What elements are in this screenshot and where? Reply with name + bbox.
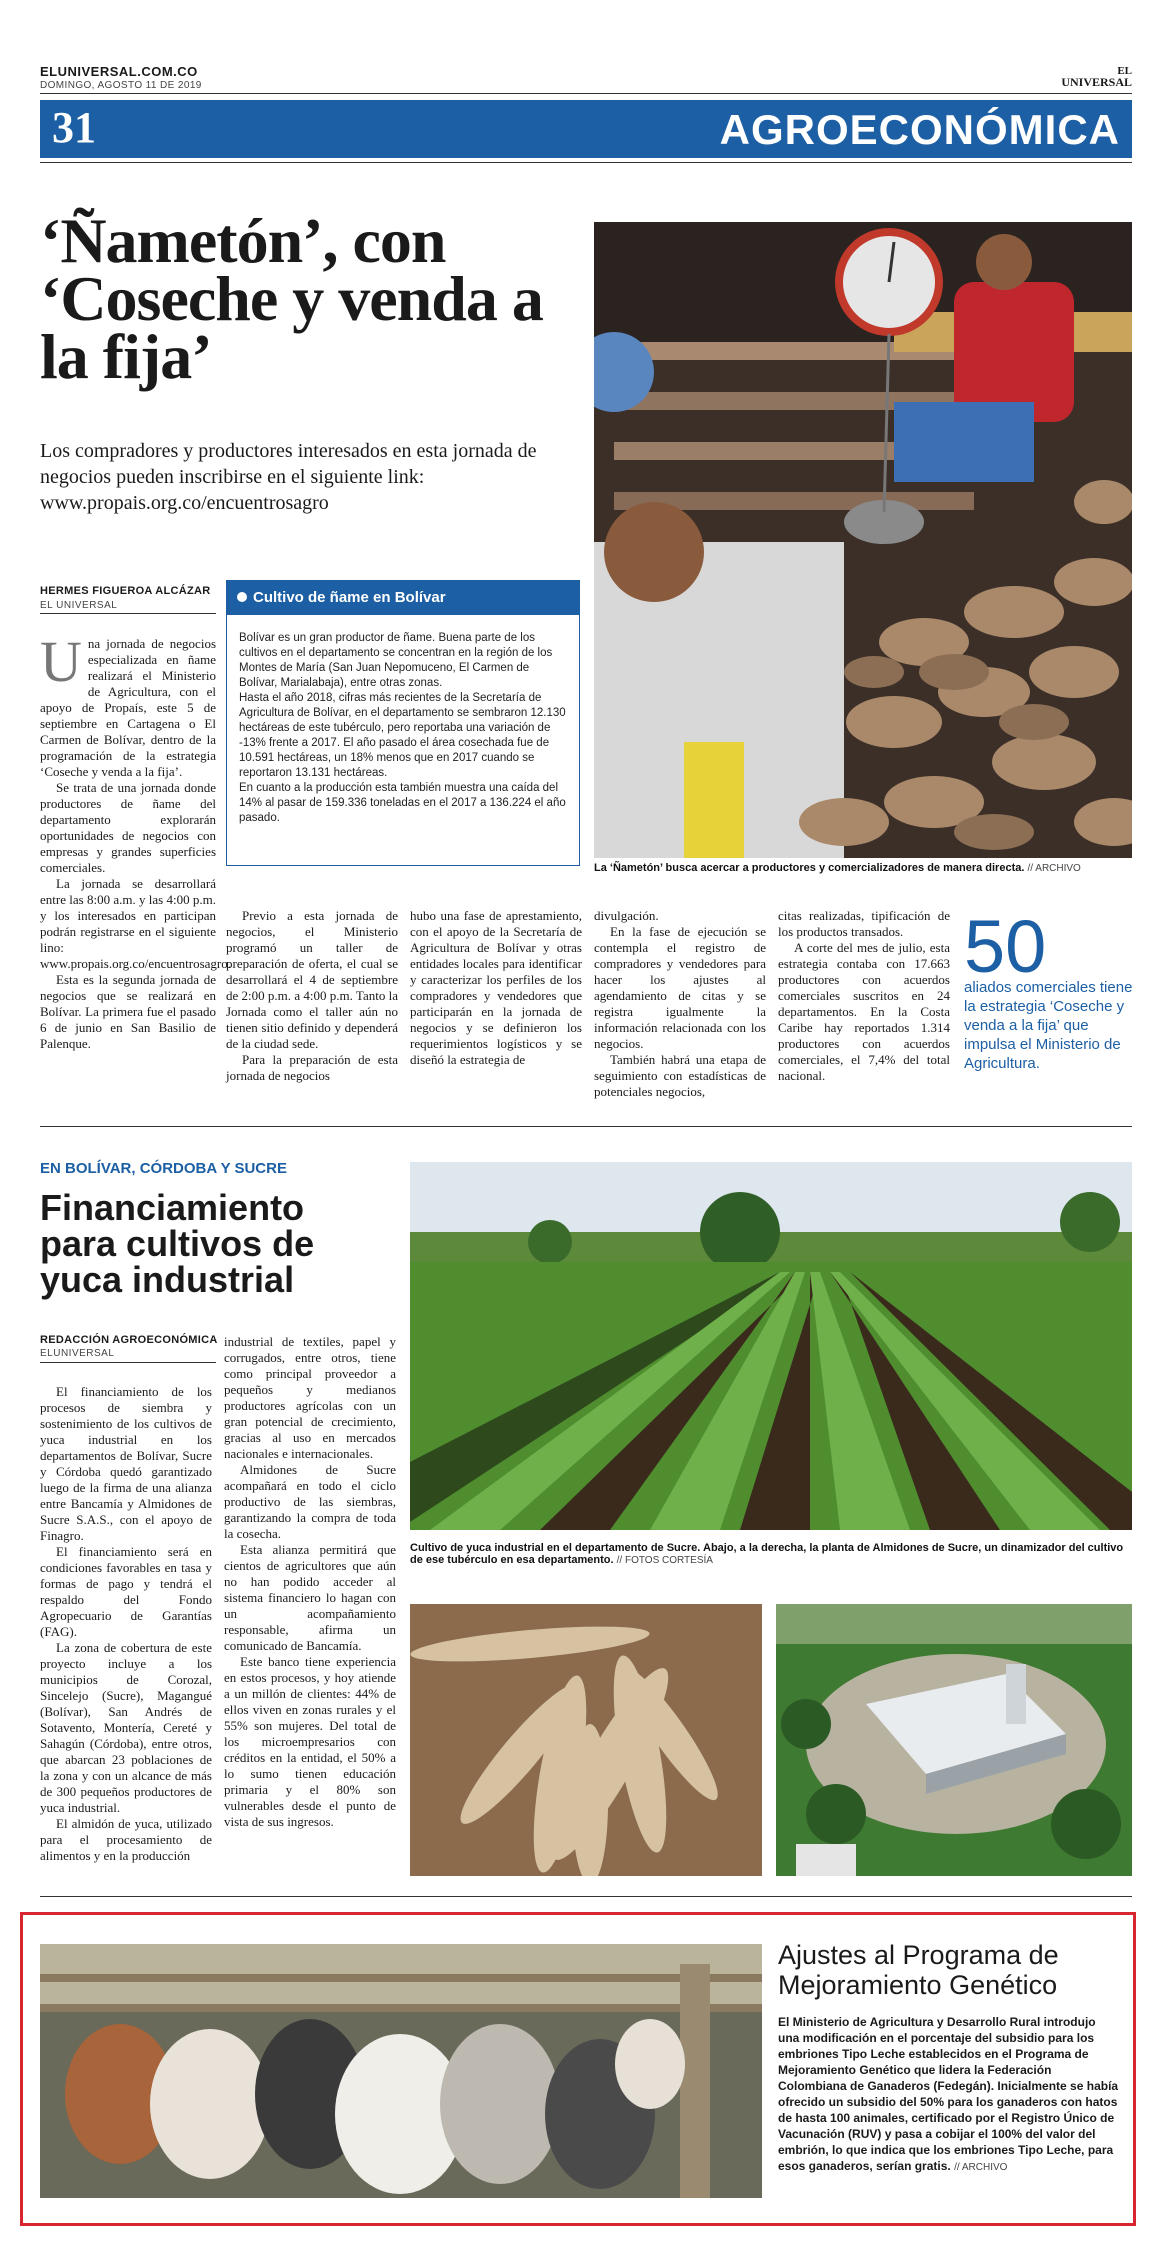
article1-column-2 — [226, 908, 398, 1084]
factbox-title — [227, 581, 579, 615]
cassava-field-photo — [410, 1162, 1132, 1530]
article2-column-2 — [224, 1334, 396, 1830]
logo-bottom: UNIVERSAL — [1061, 75, 1132, 89]
cattle-photo — [40, 1944, 762, 2198]
paragraph: También habrá una etapa de seguimiento con estadísticas de potenciales negocios, — [594, 1052, 766, 1099]
factbox-body — [227, 615, 579, 826]
article1-photo-caption — [594, 862, 1132, 874]
article1-column-4 — [594, 908, 766, 1100]
article2-headline: Financiamiento para cultivos de yuca industrial — [40, 1187, 315, 1300]
cassava-roots-photo — [410, 1604, 762, 1876]
site-name: ELUNIVERSAL.COM.CO — [40, 64, 198, 79]
paragraph: Esta alianza permitirá que cientos de agricultores que aún no han podido acceder al sistema financiero lo hagan con un acompañamiento responsable, afirma un comunicado de Bancamía. — [224, 1542, 396, 1653]
paragraph: La jornada se desarrollará entre las 8:00 a.m. y las 4:00 p.m. y los interesados en participan podrán registrarse en el siguiente lino: www.propais.org.co/encuentrosagro. — [40, 876, 231, 971]
paragraph: Previo a esta jornada de negocios, el Ministerio programó un taller de preparación de oferta, el cual se desarrollará el 4 de septiembre de 2:00 p.m. a 4:00 p.m. Tanto la Jornada como el taller aún no tienen sitio definido y dependerá de la ciudad sede. — [226, 908, 398, 1051]
paragraph: El financiamiento de los procesos de siembra y sostenimiento de los cultivos de yuca industrial en los departamentos de Bolívar, Sucre y Córdoba quedó garantizado luego de la firma de una alianza entre Bancamía y Almidones de Sucre S.A.S., con el apoyo de Finagro. — [40, 1384, 212, 1543]
brief-text: El Ministerio de Agricultura y Desarrollo Rural introdujo una modificación en el porcentaje del subsidio para los embriones Tipo Leche establecidos en el Programa de Mejoramiento Genético que lidera la Federación Colombiana de Ganaderos (Fedegán). Inicialmente se había ofrecido un subsidio del 50% para los ganaderos con hatos de hasta 100 animales, certificado por el Registro Único de Vacunación (RUV) y pasa a cobijar el 100% del valor del embrión, lo que indica que los embriones Tipo Leche, para esos ganaderos, serían gratis. — [778, 2015, 1119, 2173]
section-title: AGROECONÓMICA — [719, 106, 1120, 153]
paragraph: El financiamiento será en condiciones favorables en tasa y formas de pago y tendrá el respaldo del Fondo Agropecuario de Garantías (FAG). — [40, 1544, 212, 1639]
cassava-roots-image — [410, 1604, 762, 1876]
yam-market-image — [594, 222, 1132, 858]
article2-outlet: ELUNIVERSAL — [40, 1348, 115, 1359]
photo-credit: // ARCHIVO — [954, 2162, 1008, 2173]
paragraph: Almidones de Sucre acompañará en todo el ciclo productivo de las siembras, garantizando la compra de toda la cosecha. — [224, 1462, 396, 1541]
paragraph — [40, 629, 216, 780]
article1-byline: HERMES FIGUEROA ALCÁZAR — [40, 585, 211, 597]
caption-text: La ‘Ñametón’ busca acercar a productores y comercializadores de manera directa. — [594, 862, 1025, 874]
article2-byline: REDACCIÓN AGROECONÓMICA — [40, 1334, 218, 1346]
paragraph: hubo una fase de aprestamiento, con el apoyo de la Secretaría de Agricultura de Bolívar y otras entidades locales para identificar y caracterizar los perfiles de los compradores y vendedores que participarán en la jornada de negocios y se definieron los requerimientos logísticos y se diseñó la estrategia de — [410, 908, 582, 1067]
starch-plant-image — [776, 1604, 1132, 1876]
paragraph: Para la preparación de esta jornada de negocios — [226, 1052, 398, 1083]
paragraph: citas realizadas, tipificación de los productos transados. — [778, 908, 950, 939]
byline-rule — [40, 613, 216, 614]
byline-rule — [40, 1362, 216, 1363]
article1-headline: ‘Ñametón’, con ‘Coseche y venda a la fija’ — [40, 205, 543, 392]
stat-number: 50 — [964, 905, 1047, 988]
paragraph: Se trata de una jornada donde productores de ñame del departamento explorarán oportunidades de negocios con empresas y grandes superficies comerciales. — [40, 780, 216, 875]
paragraph: industrial de textiles, papel y corrugados, entre otros, tiene como principal proveedor a pequeños y medianos productores agrícolas con un gran potencial de crecimiento, gracias al uso en mercados nacionales e internacionales. — [224, 1334, 396, 1461]
paragraph: divulgación. — [594, 908, 659, 923]
paragraph: A corte del mes de julio, esta estrategia contaba con 17.663 productores con acuerdos comerciales suscritos en 24 departamentos. En la Costa Caribe hay reportados 1.314 productores con acuerdos comerciales, el 7,4% del total nacional. — [778, 940, 950, 1083]
factbox-paragraph: Bolívar es un gran productor de ñame. Buena parte de los cultivos en el departamento se concentran en la región de los Montes de María (San Juan Nepomuceno, El Carmen de Bolívar, Marialabaja), entre otras zonas. — [239, 632, 553, 689]
plant-aerial-photo — [776, 1604, 1132, 1876]
dropcap: U — [40, 629, 82, 694]
paragraph-text: na jornada de negocios especializada en ñame realizará el Ministerio de Agricultura, con el apoyo de Propaís, este 5 de septiembre en Cartagena o El Carmen de Bolívar, dentro de la programación de la estrategia ‘Coseche y venda a la fija’. — [40, 636, 216, 779]
logo-top: EL — [1117, 65, 1132, 77]
brief-headline: Ajustes al Programa de Mejoramiento Genético — [778, 1940, 1059, 2000]
brief-body — [778, 2014, 1120, 2176]
cattle-image — [40, 1944, 762, 2198]
header-rule — [40, 93, 1132, 94]
caption-text: Cultivo de yuca industrial en el departamento de Sucre. Abajo, a la derecha, la planta de Almidones de Sucre, un dinamizador del cultivo de ese tubérculo en esa departamento. — [410, 1542, 1124, 1566]
photo-credit: // FOTOS CORTESÍA — [616, 1555, 713, 1566]
issue-date: DOMINGO, AGOSTO 11 DE 2019 — [40, 80, 202, 91]
factbox-title-text: Cultivo de ñame en Bolívar — [253, 589, 446, 606]
article1-photo — [594, 222, 1132, 858]
article2-column-1 — [40, 1384, 212, 1864]
paragraph: Este banco tiene experiencia en estos procesos, y hoy atiende a un millón de clientes: 44% de ellos viven en zonas rurales y el 55% son mujeres. Del total de los microempresarios con créditos en la entidad, el 50% a lo sumo tienen educación primaria y el 80% son vulnerables desde el punto de vista de sus ingresos. — [224, 1654, 396, 1829]
article1-column-3 — [410, 908, 582, 1068]
page-number: 31 — [52, 103, 96, 152]
photo-credit: // ARCHIVO — [1027, 863, 1081, 874]
bullet-icon — [237, 592, 247, 602]
factbox — [226, 580, 580, 866]
article2-kicker: EN BOLÍVAR, CÓRDOBA Y SUCRE — [40, 1160, 287, 1177]
article1-column-1 — [40, 629, 231, 1052]
paragraph: Esta es la segunda jornada de negocios que se realizará en Bolívar. La primera fue el pasado 6 de junio en San Basilio de Palenque. — [40, 972, 216, 1051]
section-divider — [40, 1896, 1132, 1897]
paragraph: El almidón de yuca, utilizado para el procesamiento de alimentos y en la producción — [40, 1816, 212, 1863]
article1-outlet: EL UNIVERSAL — [40, 600, 118, 611]
paragraph: En la fase de ejecución se contempla el registro de compradores y vendedores para hacer los ajustes al agendamiento de citas y se registra igualmente la información relacionada con los negocios. — [594, 924, 766, 1051]
paragraph: La zona de cobertura de este proyecto incluye a los municipios de Corozal, Sincelejo (Sucre), Magangué (Bolívar), San Andrés de Sotavento, Montería, Cereté y Sahagún (Córdoba), entre otros, que abarcan 23 poblaciones de la zona y con un alcance de más de 300 pequeños productores de yuca industrial. — [40, 1640, 212, 1815]
factbox-paragraph: Hasta el año 2018, cifras más recientes de la Secretaría de Agricultura de Bolívar, en el departamento se sembraron 12.130 hectáreas de este tubérculo, pero reportaba una variación de -13% frente a 2017. El año pasado el área cosechada fue de 10.591 hectáreas, un 18% menos que en 2017 cuando se reportaron 13.131 hectáreas. — [239, 692, 566, 779]
stat-text: aliados comerciales tiene la estrategia ‘Coseche y venda a la fija’ que impulsa el Ministerio de Agricultura. — [964, 979, 1133, 1072]
section-divider — [40, 1126, 1132, 1127]
factbox-paragraph: En cuanto a la producción esta también muestra una caída del 14% al pasar de 159.336 toneladas en el 2017 a 136.224 el año pasado. — [239, 782, 566, 824]
header-rule-bottom — [40, 162, 1132, 163]
article1-dek: Los compradores y productores interesados en esta jornada de negocios pueden inscribirse en el siguiente link: www.propais.org.co/encuentrosagro — [40, 440, 537, 514]
article1-column-5 — [778, 908, 950, 1084]
newspaper-logo — [1061, 66, 1132, 88]
article2-photo-caption — [410, 1542, 1132, 1566]
cassava-field-image — [410, 1162, 1132, 1530]
